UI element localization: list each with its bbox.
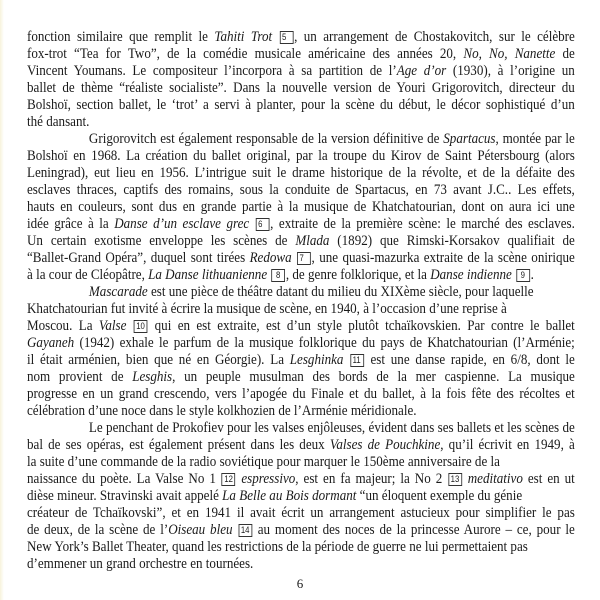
italic-title: Tahiti Trot xyxy=(214,28,273,45)
text-run: thé dansant. xyxy=(27,113,90,130)
italic-title: Valses de Pouchkine xyxy=(329,436,441,453)
italic-title: espressivo xyxy=(241,470,296,487)
text-run: Bolshoï, section ballet, le ‘trot’ a servi à planter, pour la scène du début, le décor sophistiqué d’un xyxy=(27,96,575,113)
text-run: progresse en un grand crescendo, vers l’apogée du Finale et du ballet, à la fois fête des récoltes et xyxy=(27,385,575,402)
text-line xyxy=(27,402,575,419)
text-run: . xyxy=(530,266,534,283)
text-line xyxy=(27,317,575,334)
text-run: il était arménien, bien que né en Géorgie). La xyxy=(27,351,290,368)
text-line xyxy=(27,334,575,351)
text-run: New York’s Ballet Theater, quand les restrictions de la période de guerre ne lui permettaient pas xyxy=(27,538,528,555)
italic-title: La Danse lithuanienne xyxy=(148,266,268,283)
text-line xyxy=(27,130,575,147)
italic-title: Mascarade xyxy=(88,283,148,300)
track-number-box: 11 xyxy=(350,354,364,367)
track-number-box: 8 xyxy=(271,269,285,282)
text-run: qui en est extraite, est d’un style plutôt tchaïkovskien. Par contre le ballet xyxy=(148,317,575,334)
track-number-box: 13 xyxy=(448,473,462,486)
text-run: , une quasi-mazurka extraite de la scène onirique xyxy=(311,249,575,266)
text-run: Le penchant de Prokofiev pour les valses enjôleuses, évident dans ses ballets et les scènes de xyxy=(88,419,575,436)
italic-title: Age d’or xyxy=(396,62,447,79)
text-run: “un éloquent exemple du génie xyxy=(356,487,523,504)
track-number-box: 7 xyxy=(297,252,311,265)
text-run: esclaves thraces, captifs des romains, sous la conduite de Spartacus, en 73 avant J.C.. Les effets, xyxy=(27,181,575,198)
text-run: Leningrad), eut lieu en 1956. L’intrigue suit le drame historique de la révolte, et de la défaite des xyxy=(27,164,575,181)
italic-title: Lesghinka xyxy=(289,351,344,368)
text-run: dièse mineur. Stravinski avait appelé xyxy=(27,487,223,504)
text-run: d’emmener un grand orchestre en tournées. xyxy=(27,555,254,572)
text-run: fonction similaire que remplit le xyxy=(27,28,215,45)
text-line xyxy=(27,555,575,572)
text-run: Vincent Youmans. Le compositeur l’incorpora à sa partition de l’ xyxy=(27,62,397,79)
text-run: , un arrangement de Chostakovitch, sur le célèbre xyxy=(294,28,575,45)
text-line xyxy=(27,385,575,402)
track-number-box: 14 xyxy=(238,524,252,537)
text-run: de xyxy=(555,45,575,62)
page-number: 6 xyxy=(296,576,304,591)
text-run: est en ut xyxy=(522,470,575,487)
text-line xyxy=(27,79,575,96)
track-number-box: 9 xyxy=(516,269,530,282)
text-run: Bolshoï en 1968. La création du ballet original, par la troupe du Kirov de Saint Pétersbourg (alors xyxy=(27,147,575,164)
text-line xyxy=(27,249,575,266)
text-run: (1942) exhale le parfum de la musique folklorique du pays de Khatchatourian (l’Arménie; xyxy=(74,334,575,351)
text-run: célébration d’une noce dans le style kolkhozien de l’Arménie méridionale. xyxy=(27,402,417,419)
text-line xyxy=(27,232,575,249)
italic-title: meditativo xyxy=(467,470,523,487)
text-line xyxy=(27,538,575,555)
text-line xyxy=(27,436,575,453)
text-run: Moscou. La xyxy=(27,317,99,334)
text-line xyxy=(27,28,575,45)
text-run: créateur de Tchaïkovski”, et en 1941 il avait écrit un arrangement astucieux pour simplifier le pas xyxy=(27,504,575,521)
italic-title: Lesghis xyxy=(132,368,173,385)
text-run: (1930), à l’origine un xyxy=(446,62,575,79)
text-line xyxy=(27,283,575,300)
text-run: ballet de thème “réaliste socialiste”. Dans la nouvelle version de Youri Grigorovitch, directeur du xyxy=(27,79,575,96)
text-line xyxy=(27,487,575,504)
text-line xyxy=(27,164,575,181)
text-line xyxy=(27,504,575,521)
body-text xyxy=(27,28,575,572)
text-run: de deux, de la scène de l’ xyxy=(27,521,169,538)
track-number-box: 10 xyxy=(134,320,148,333)
text-line xyxy=(27,453,575,470)
text-run: , extraite de la première scène: le marché des esclaves. xyxy=(270,215,575,232)
text-line xyxy=(27,113,575,130)
text-line xyxy=(27,96,575,113)
italic-title: Redowa xyxy=(249,249,292,266)
track-number-box: 6 xyxy=(256,218,270,231)
text-run: est une danse rapide, en 6/8, dont le xyxy=(364,351,575,368)
text-run: nom provient de xyxy=(27,368,133,385)
track-number-box: 5 xyxy=(279,31,293,44)
text-run: Un certain exotisme enveloppe les scènes de xyxy=(27,232,296,249)
track-number-box: 12 xyxy=(222,473,236,486)
text-run: , qu’il écrivit en 1949, à xyxy=(440,436,575,453)
text-line xyxy=(27,470,575,487)
text-line xyxy=(27,198,575,215)
text-run: , montée par le xyxy=(495,130,575,147)
italic-title: Oiseau bleu xyxy=(168,521,233,538)
text-line xyxy=(27,45,575,62)
italic-title: Danse indienne xyxy=(430,266,512,283)
italic-title: Spartacus xyxy=(443,130,496,147)
text-line xyxy=(27,368,575,385)
text-line xyxy=(27,419,575,436)
text-run: (1892) que Rimski-Korsakov qualifiait de xyxy=(329,232,575,249)
text-run: idée grâce à la xyxy=(27,215,115,232)
text-run: à la cour de Cléopâtre, xyxy=(27,266,149,283)
text-line xyxy=(27,62,575,79)
text-run: , un peuple musulman des bords de la mer caspienne. La musique xyxy=(172,368,575,385)
text-line xyxy=(27,351,575,368)
text-line xyxy=(27,181,575,198)
text-line xyxy=(27,147,575,164)
page-edge-shadow xyxy=(0,0,4,600)
italic-title: Danse d’un esclave grec xyxy=(114,215,250,232)
text-line xyxy=(27,300,575,317)
italic-title: Mlada xyxy=(295,232,330,249)
italic-title: La Belle au Bois dormant xyxy=(222,487,357,504)
italic-title: No, No, Nanette xyxy=(463,45,556,62)
italic-title: Gayaneh xyxy=(27,334,75,351)
text-run: Grigorovitch est également responsable de la version définitive de xyxy=(88,130,444,147)
text-run: Khatchatourian fut invité à écrire la musique de scène, en 1940, à l’occasion d’une reprise à xyxy=(27,300,507,317)
text-line xyxy=(27,521,575,538)
text-run: bal de ses opéras, est également présent dans les deux xyxy=(27,436,330,453)
text-run: au moment des noces de la princesse Aurore – ce, pour le xyxy=(252,521,575,538)
text-run: fox-trot “Tea for Two”, de la comédie musicale américaine des années 20, xyxy=(27,45,464,62)
text-run: , de genre folklorique, et la xyxy=(285,266,431,283)
text-line xyxy=(27,266,575,283)
text-run: “Ballet-Grand Opéra”, duquel sont tirées xyxy=(27,249,250,266)
text-run: la suite d’une commande de la radio soviétique pour marquer le 150ème anniversaire de la xyxy=(27,453,500,470)
italic-title: Valse xyxy=(98,317,127,334)
text-run: est une pièce de théâtre datant du milieu du XIXème siècle, pour laquelle xyxy=(147,283,534,300)
text-run: , est en fa majeur; la No 2 xyxy=(295,470,448,487)
text-line xyxy=(27,215,575,232)
text-run: naissance du poète. La Valse No 1 xyxy=(27,470,221,487)
text-run: hauts en couleurs, sont dus en grande partie à la musique de Khatchatourian, dont on aura ici une xyxy=(27,198,575,215)
